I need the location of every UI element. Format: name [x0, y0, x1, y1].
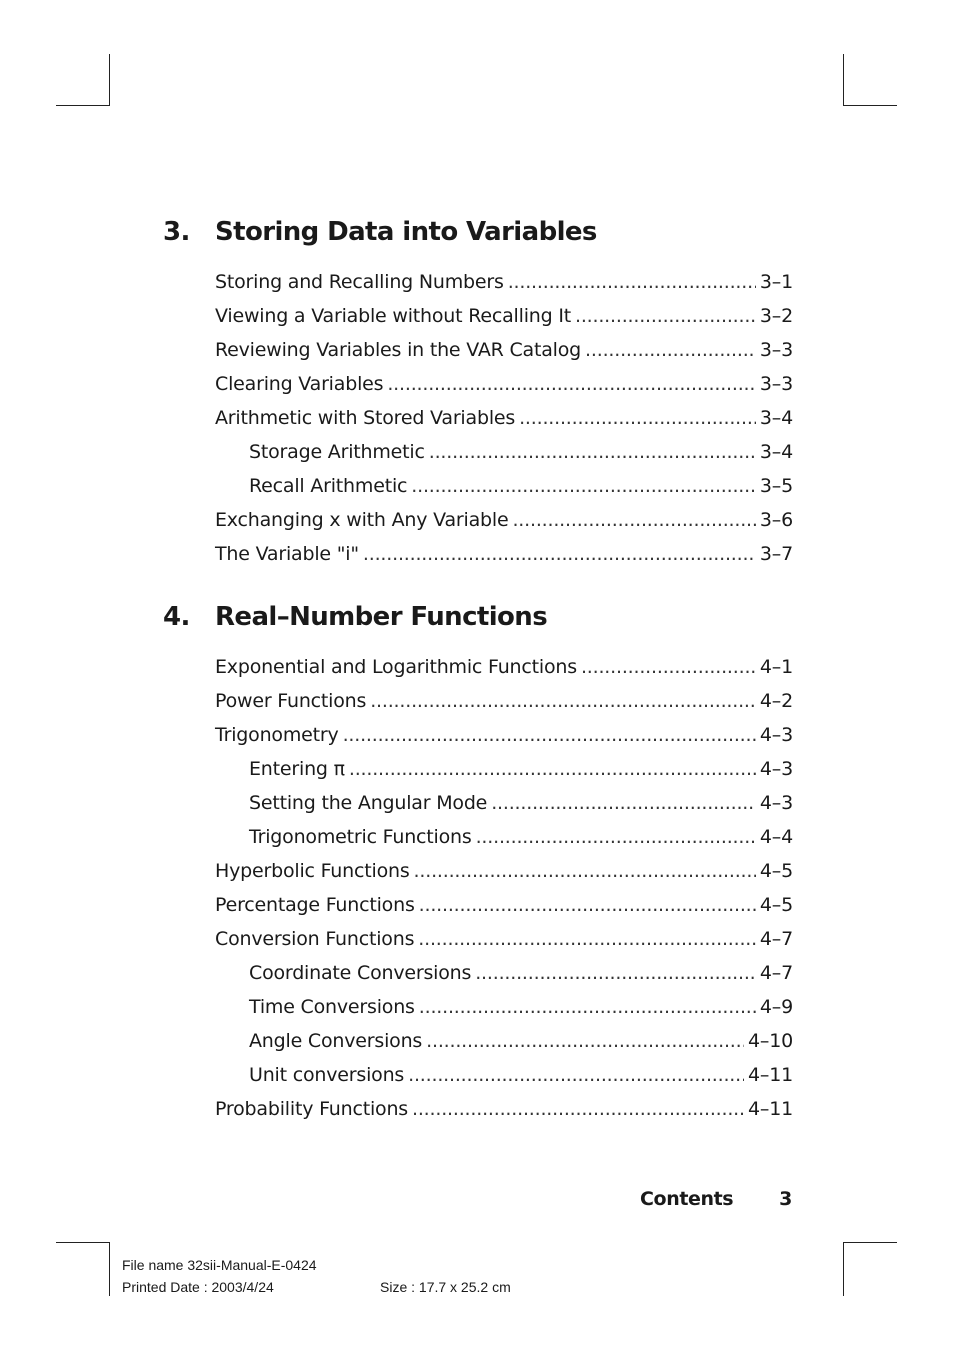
- toc-entry-title: Setting the Angular Mode: [249, 792, 488, 814]
- toc-entry-page: 3–5: [759, 475, 793, 497]
- dot-leader: [411, 469, 756, 503]
- toc-entry-title: Conversion Functions: [215, 928, 415, 950]
- dot-leader: [476, 820, 756, 854]
- section-title: Real–Number Functions: [215, 602, 548, 632]
- toc-entry[interactable]: [163, 1024, 793, 1058]
- crop-mark-top-left-horizontal: [56, 105, 110, 106]
- toc-entry-title: Hyperbolic Functions: [215, 860, 410, 882]
- toc-entry-title: Arithmetic with Stored Variables: [215, 407, 516, 429]
- toc-entry-title: Exchanging x with Any Variable: [215, 509, 509, 531]
- crop-mark-bottom-left-horizontal: [56, 1242, 110, 1243]
- toc-entry-page: 4–11: [748, 1098, 793, 1120]
- file-name: File name 32sii-Manual-E-0424: [122, 1257, 317, 1273]
- dot-leader: [408, 1058, 744, 1092]
- dot-leader: [387, 367, 756, 401]
- toc-entry[interactable]: [163, 299, 793, 333]
- toc-entry-title: Coordinate Conversions: [249, 962, 472, 984]
- toc-entry[interactable]: [163, 265, 793, 299]
- toc-entry-page: 4–3: [759, 792, 793, 814]
- toc-entry[interactable]: [163, 1092, 793, 1126]
- toc-entry-page: 4–7: [759, 928, 793, 950]
- toc-entry-title: Viewing a Variable without Recalling It: [215, 305, 571, 327]
- toc-entry-page: 3–3: [759, 373, 793, 395]
- dot-leader: [412, 1092, 744, 1126]
- toc-entry[interactable]: [163, 922, 793, 956]
- toc-entry-page: 4–1: [759, 656, 793, 678]
- dot-leader: [370, 684, 756, 718]
- toc-entries: [163, 265, 793, 571]
- toc-entry[interactable]: [163, 752, 793, 786]
- toc-entry-title: Trigonometric Functions: [249, 826, 472, 848]
- dot-leader: [429, 435, 756, 469]
- crop-mark-top-right-vertical: [843, 54, 844, 106]
- toc-entry-title: Time Conversions: [249, 996, 415, 1018]
- footer-label: Contents: [640, 1188, 734, 1210]
- toc-entry[interactable]: [163, 786, 793, 820]
- dot-leader: [426, 1024, 744, 1058]
- dot-leader: [575, 299, 756, 333]
- toc-entry-title: Power Functions: [215, 690, 367, 712]
- toc-entry[interactable]: [163, 333, 793, 367]
- toc-entry-title: Entering π: [249, 758, 345, 780]
- toc-entry-title: The Variable "i": [215, 543, 359, 565]
- dot-leader: [475, 956, 756, 990]
- toc-entry[interactable]: [163, 650, 793, 684]
- toc-entry[interactable]: [163, 684, 793, 718]
- toc-entries: [163, 650, 793, 1126]
- toc-entry-page: 3–1: [759, 271, 793, 293]
- crop-mark-top-left-vertical: [109, 54, 110, 106]
- section-heading: [163, 600, 793, 634]
- running-footer: [640, 1188, 792, 1210]
- toc-entry-page: 3–2: [759, 305, 793, 327]
- toc-entry-title: Storing and Recalling Numbers: [215, 271, 504, 293]
- toc-entry-title: Percentage Functions: [215, 894, 415, 916]
- toc-entry-title: Probability Functions: [215, 1098, 408, 1120]
- dot-leader: [519, 401, 756, 435]
- toc-entry[interactable]: [163, 537, 793, 571]
- toc-entry-page: 4–2: [759, 690, 793, 712]
- toc-entry-page: 4–4: [759, 826, 793, 848]
- dot-leader: [363, 537, 756, 571]
- toc-entry-title: Reviewing Variables in the VAR Catalog: [215, 339, 582, 361]
- toc-entry-title: Recall Arithmetic: [249, 475, 408, 497]
- dot-leader: [508, 265, 756, 299]
- dot-leader: [581, 650, 756, 684]
- toc-entry-page: 3–4: [759, 441, 793, 463]
- section-number: 4.: [163, 602, 190, 632]
- toc-entry-title: Clearing Variables: [215, 373, 384, 395]
- toc-entry[interactable]: [163, 367, 793, 401]
- toc-entry[interactable]: [163, 718, 793, 752]
- toc-entry-page: 4–7: [759, 962, 793, 984]
- section-title: Storing Data into Variables: [215, 217, 597, 247]
- printed-date: Printed Date : 2003/4/24: [122, 1279, 274, 1295]
- toc-entry-title: Storage Arithmetic: [249, 441, 425, 463]
- dot-leader: [585, 333, 756, 367]
- toc-entry-title: Trigonometry: [215, 724, 339, 746]
- toc-entry[interactable]: [163, 401, 793, 435]
- toc-entry[interactable]: [163, 503, 793, 537]
- toc-entry[interactable]: [163, 888, 793, 922]
- footer-page-number: 3: [779, 1188, 792, 1210]
- dot-leader: [418, 922, 756, 956]
- dot-leader: [419, 990, 756, 1024]
- crop-mark-top-right-horizontal: [843, 105, 897, 106]
- page-size: Size : 17.7 x 25.2 cm: [380, 1279, 511, 1295]
- toc-entry[interactable]: [163, 990, 793, 1024]
- toc-entry-page: 3–7: [759, 543, 793, 565]
- dot-leader: [419, 888, 756, 922]
- toc-entry-page: 4–10: [748, 1030, 793, 1052]
- dot-leader: [349, 752, 756, 786]
- dot-leader: [343, 718, 756, 752]
- section-heading: [163, 215, 793, 249]
- toc-entry[interactable]: [163, 469, 793, 503]
- toc-entry[interactable]: [163, 820, 793, 854]
- crop-mark-bottom-left-vertical: [109, 1242, 110, 1296]
- toc-entry[interactable]: [163, 435, 793, 469]
- dot-leader: [491, 786, 756, 820]
- toc-section-4: [163, 600, 793, 1126]
- toc-entry-page: 4–3: [759, 724, 793, 746]
- toc-entry-page: 3–4: [759, 407, 793, 429]
- toc-entry-page: 4–11: [748, 1064, 793, 1086]
- toc-section-3: [163, 215, 793, 571]
- toc-entry-page: 3–3: [759, 339, 793, 361]
- dot-leader: [414, 854, 756, 888]
- toc-entry-page: 4–5: [759, 894, 793, 916]
- toc-entry-page: 4–9: [759, 996, 793, 1018]
- dot-leader: [512, 503, 755, 537]
- toc-entry[interactable]: [163, 956, 793, 990]
- section-number: 3.: [163, 217, 190, 247]
- toc-entry-title: Exponential and Logarithmic Functions: [215, 656, 577, 678]
- toc-entry[interactable]: [163, 1058, 793, 1092]
- toc-entry-title: Unit conversions: [249, 1064, 405, 1086]
- crop-mark-bottom-right-vertical: [843, 1242, 844, 1296]
- toc-entry[interactable]: [163, 854, 793, 888]
- toc-entry-page: 4–5: [759, 860, 793, 882]
- toc-entry-page: 3–6: [759, 509, 793, 531]
- toc-entry-title: Angle Conversions: [249, 1030, 423, 1052]
- toc-entry-page: 4–3: [759, 758, 793, 780]
- crop-mark-bottom-right-horizontal: [843, 1242, 897, 1243]
